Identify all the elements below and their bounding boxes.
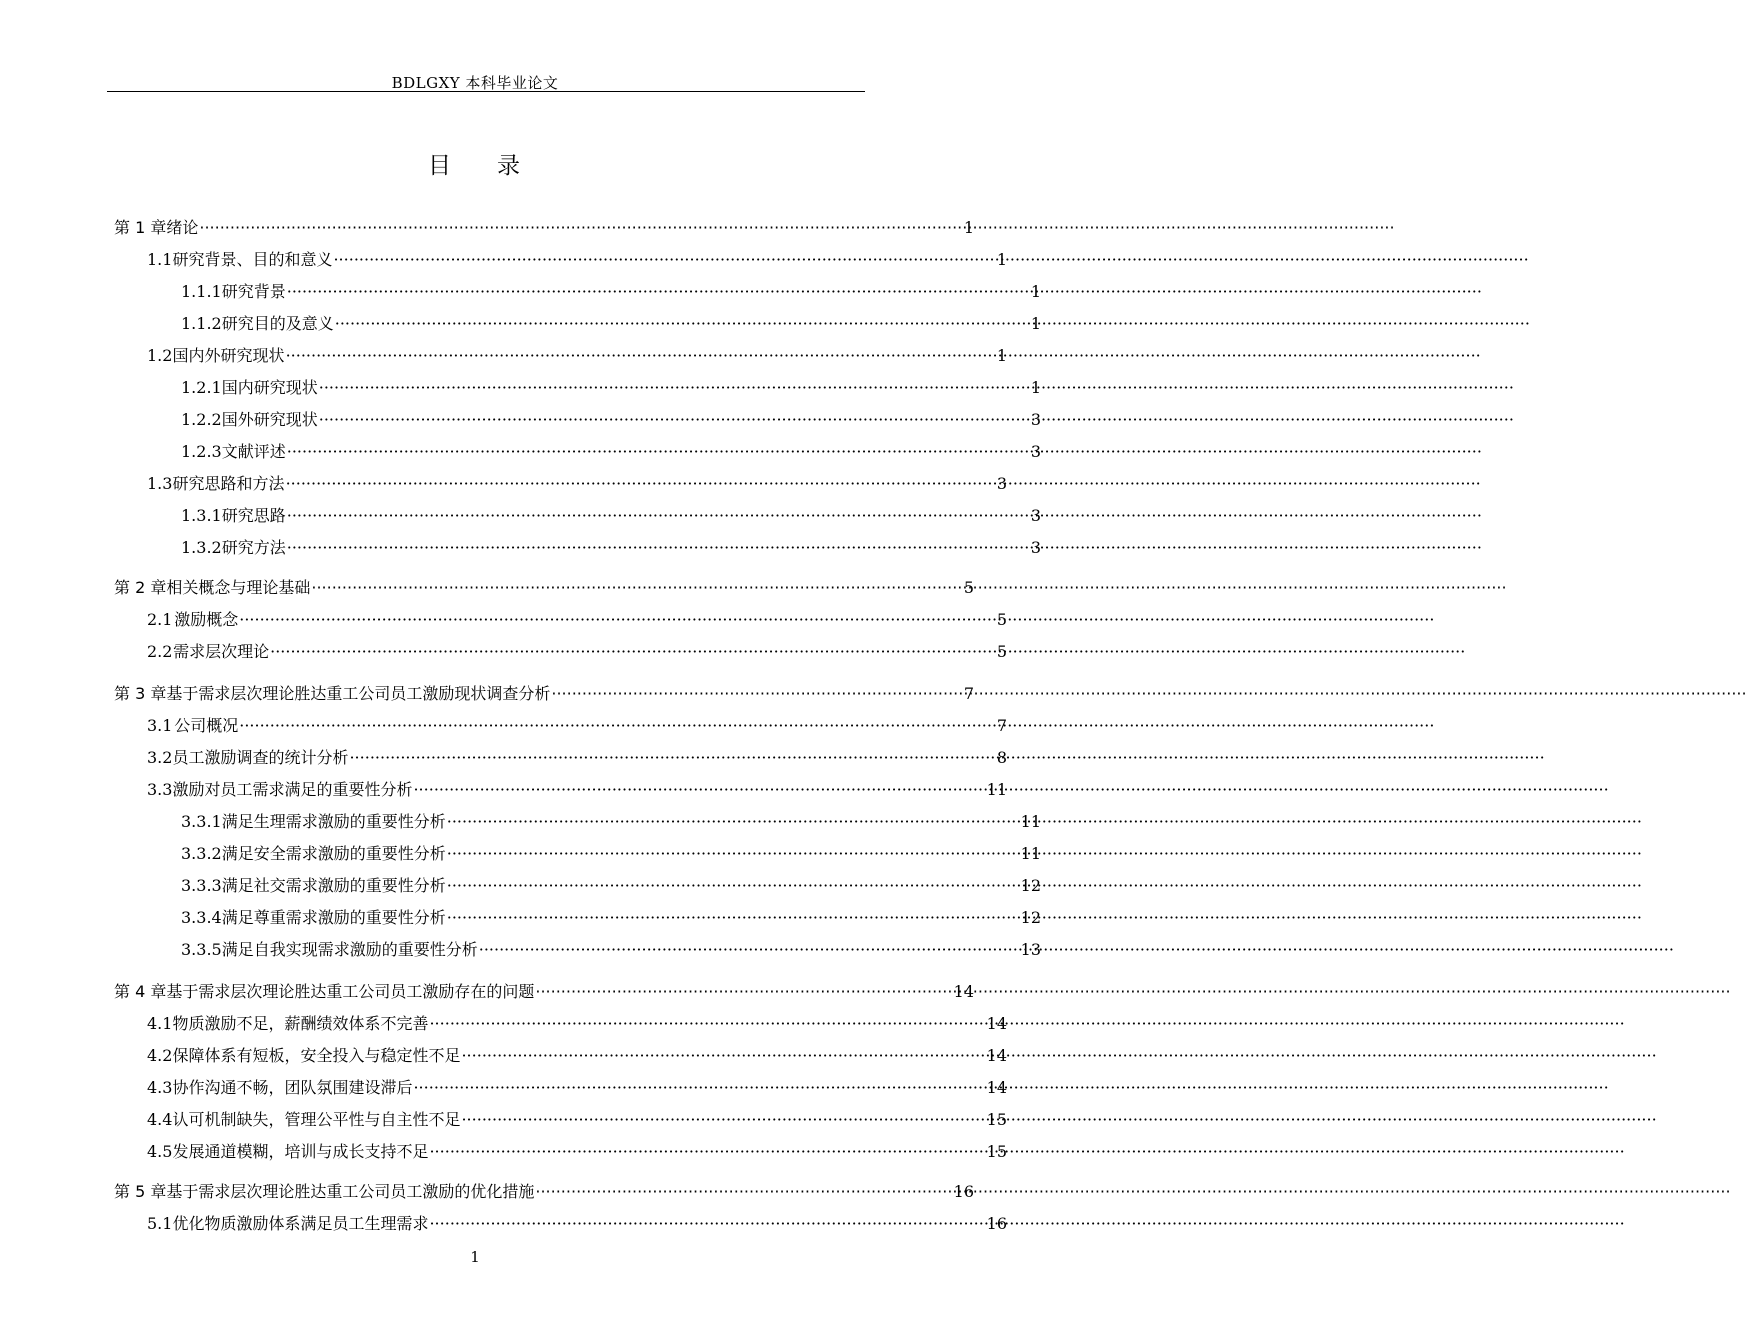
toc-leader-dots	[535, 980, 952, 1004]
toc-leader-dots	[429, 1140, 985, 1164]
toc-leader-dots	[311, 576, 962, 600]
toc-leader-dots	[199, 216, 962, 240]
toc-entry-number: 3.3.1	[181, 812, 222, 831]
toc-leader-dots	[535, 1180, 952, 1204]
toc-entry-number: 3.3.2	[181, 844, 222, 863]
toc-entry-page: 5	[996, 642, 1007, 661]
toc-entry-title: 研究目的及意义	[221, 314, 334, 333]
toc-entry[interactable]	[0, 248, 1007, 272]
toc-leader-dots	[286, 344, 996, 368]
toc-entry-title: 国内外研究现状	[172, 346, 285, 365]
toc-entry-number: 第 2 章	[114, 578, 167, 597]
toc-entry-title: 认可机制缺失，管理公平性与自主性不足	[172, 1110, 461, 1129]
toc-entry-page: 5	[963, 578, 974, 597]
toc-leader-dots	[349, 746, 995, 770]
toc-entry[interactable]	[0, 1044, 1007, 1068]
toc-entry-page: 3	[1030, 506, 1041, 525]
toc-entry-number: 3.3.5	[181, 940, 222, 959]
page-title-char-2: 录	[497, 153, 522, 179]
header-rule	[107, 91, 865, 92]
toc-leader-dots	[287, 504, 1030, 528]
toc-entry-page: 11	[1020, 844, 1041, 863]
toc-entry-title: 国外研究现状	[221, 410, 318, 429]
toc-leader-dots	[429, 1012, 985, 1036]
toc-entry-number: 1.3.2	[181, 538, 222, 557]
toc-leader-dots	[479, 938, 1020, 962]
toc-entry-number: 5.1	[147, 1214, 173, 1233]
toc-entry[interactable]	[0, 1012, 1007, 1036]
toc-entry-title: 满足生理需求激励的重要性分析	[221, 812, 446, 831]
toc-entry-number: 第 3 章	[114, 684, 167, 703]
toc-entry-number: 1.2.1	[181, 378, 222, 397]
toc-entry-page: 16	[986, 1214, 1007, 1233]
toc-leader-dots	[287, 280, 1030, 304]
toc-entry-number: 4.4	[147, 1110, 173, 1129]
toc-entry[interactable]	[0, 1212, 1007, 1236]
toc-entry-page: 7	[963, 684, 974, 703]
toc-entry-page: 14	[953, 982, 974, 1001]
toc-entry-title: 激励对员工需求满足的重要性分析	[172, 780, 413, 799]
toc-entry-page: 1	[996, 250, 1007, 269]
toc-entry-page: 11	[986, 780, 1007, 799]
toc-leader-dots	[319, 376, 1030, 400]
toc-entry-number: 1.2	[147, 346, 173, 365]
toc-leader-dots	[239, 608, 996, 632]
toc-entry-number: 4.5	[147, 1142, 173, 1161]
toc-leader-dots	[270, 640, 996, 664]
toc-entry-page: 1	[963, 218, 974, 237]
toc-entry-title: 满足社交需求激励的重要性分析	[221, 876, 446, 895]
toc-entry[interactable]	[0, 1140, 1007, 1164]
toc-entry[interactable]	[0, 842, 1041, 866]
toc-entry-page: 3	[1030, 410, 1041, 429]
toc-entry[interactable]	[0, 472, 1007, 496]
toc-entry[interactable]	[0, 640, 1007, 664]
toc-entry[interactable]	[0, 714, 1007, 738]
toc-entry-title: 公司概况	[174, 716, 239, 735]
toc-entry-number: 2.1	[147, 610, 173, 629]
toc-entry-page: 12	[1020, 908, 1041, 927]
toc-leader-dots	[239, 714, 996, 738]
toc-entry-number: 3.1	[147, 716, 173, 735]
toc-entry-number: 第 1 章	[114, 218, 167, 237]
toc-leader-dots	[461, 1108, 985, 1132]
toc-entry-number: 1.3	[147, 474, 173, 493]
toc-entry[interactable]	[0, 280, 1041, 304]
toc-entry-page: 1	[1030, 378, 1041, 397]
toc-entry-title: 员工激励调查的统计分析	[172, 748, 349, 767]
toc-entry-page: 14	[986, 1014, 1007, 1033]
toc-entry-number: 3.3	[147, 780, 173, 799]
toc-entry[interactable]	[0, 778, 1007, 802]
toc-leader-dots	[319, 408, 1030, 432]
toc-entry-title: 满足尊重需求激励的重要性分析	[221, 908, 446, 927]
toc-entry[interactable]	[0, 980, 974, 1004]
toc-entry-title: 国内研究现状	[221, 378, 318, 397]
toc-leader-dots	[413, 1076, 985, 1100]
toc-entry[interactable]	[0, 216, 974, 240]
toc-entry[interactable]	[0, 682, 974, 706]
toc-entry[interactable]	[0, 810, 1041, 834]
toc-entry-number: 1.3.1	[181, 506, 222, 525]
toc-entry-title: 发展通道模糊，培训与成长支持不足	[172, 1142, 429, 1161]
toc-entry-page: 1	[1030, 282, 1041, 301]
toc-entry[interactable]	[0, 312, 1041, 336]
toc-entry-title: 优化物质激励体系满足员工生理需求	[172, 1214, 429, 1233]
toc-entry[interactable]	[0, 608, 1007, 632]
toc-leader-dots	[287, 440, 1030, 464]
toc-entry-page: 3	[996, 474, 1007, 493]
toc-entry-number: 3.3.3	[181, 876, 222, 895]
toc-entry-page: 15	[986, 1142, 1007, 1161]
toc-entry-title: 绪论	[166, 218, 199, 237]
toc-entry-page: 3	[1030, 538, 1041, 557]
toc-entry[interactable]	[0, 504, 1041, 528]
toc-entry[interactable]	[0, 376, 1041, 400]
toc-leader-dots	[287, 536, 1030, 560]
toc-entry-title: 研究背景	[221, 282, 286, 301]
page-title-char-1: 目	[428, 153, 453, 179]
toc-entry[interactable]	[0, 1180, 974, 1204]
toc-leader-dots	[335, 312, 1030, 336]
toc-leader-dots	[447, 906, 1020, 930]
toc-entry-page: 11	[1020, 812, 1041, 831]
toc-entry-title: 需求层次理论	[173, 642, 270, 661]
toc-entry[interactable]	[0, 1108, 1007, 1132]
toc-entry-title: 基于需求层次理论胜达重工公司员工激励的优化措施	[166, 1182, 535, 1201]
toc-entry-page: 3	[1030, 442, 1041, 461]
toc-entry-page: 16	[953, 1182, 974, 1201]
running-header: BDLGXY 本科毕业论文	[391, 74, 559, 92]
toc-entry-page: 14	[986, 1078, 1007, 1097]
toc-entry-number: 第 4 章	[114, 982, 167, 1001]
toc-leader-dots	[286, 472, 996, 496]
toc-entry-title: 基于需求层次理论胜达重工公司员工激励存在的问题	[166, 982, 535, 1001]
toc-entry-title: 研究思路和方法	[172, 474, 285, 493]
toc-entry-page: 12	[1020, 876, 1041, 895]
toc-entry-page: 15	[986, 1110, 1007, 1129]
toc-leader-dots	[447, 874, 1020, 898]
toc-entry-title: 保障体系有短板，安全投入与稳定性不足	[172, 1046, 461, 1065]
toc-entry-page: 7	[996, 716, 1007, 735]
toc-entry-page: 1	[996, 346, 1007, 365]
toc-entry-page: 5	[996, 610, 1007, 629]
toc-entry-title: 物质激励不足，薪酬绩效体系不完善	[172, 1014, 429, 1033]
toc-entry-page: 13	[1020, 940, 1041, 959]
page-number: 1	[470, 1248, 480, 1266]
toc-entry-title: 满足安全需求激励的重要性分析	[221, 844, 446, 863]
toc-entry-title: 研究背景、目的和意义	[172, 250, 333, 269]
toc-entry-number: 4.2	[147, 1046, 173, 1065]
toc-entry-title: 相关概念与理论基础	[166, 578, 311, 597]
toc-entry-number: 1.1	[147, 250, 173, 269]
toc-entry-title: 研究思路	[221, 506, 286, 525]
toc-entry-number: 3.2	[147, 748, 173, 767]
toc-entry-number: 2.2	[147, 642, 173, 661]
toc-leader-dots	[413, 778, 985, 802]
toc-entry[interactable]	[0, 576, 974, 600]
toc-leader-dots	[447, 842, 1020, 866]
toc-entry[interactable]	[0, 874, 1041, 898]
toc-entry[interactable]	[0, 746, 1007, 770]
toc-leader-dots	[551, 682, 962, 706]
toc-entry[interactable]	[0, 1076, 1007, 1100]
toc-entry-title: 研究方法	[221, 538, 286, 557]
toc-entry-number: 4.1	[147, 1014, 173, 1033]
toc-entry[interactable]	[0, 344, 1007, 368]
toc-leader-dots	[461, 1044, 985, 1068]
toc-entry-page: 14	[986, 1046, 1007, 1065]
toc-entry[interactable]	[0, 536, 1041, 560]
toc-entry-number: 1.1.1	[181, 282, 222, 301]
toc-entry[interactable]	[0, 440, 1041, 464]
toc-entry-number: 3.3.4	[181, 908, 222, 927]
toc-entry-title: 满足自我实现需求激励的重要性分析	[221, 940, 478, 959]
toc-entry-number: 1.2.3	[181, 442, 222, 461]
toc-entry-number: 第 5 章	[114, 1182, 167, 1201]
toc-entry[interactable]	[0, 906, 1041, 930]
toc-leader-dots	[447, 810, 1020, 834]
toc-entry[interactable]	[0, 408, 1041, 432]
toc-entry-title: 基于需求层次理论胜达重工公司员工激励现状调查分析	[166, 684, 551, 703]
toc-entry-number: 4.3	[147, 1078, 173, 1097]
toc-entry-title: 激励概念	[174, 610, 239, 629]
toc-entry[interactable]	[0, 938, 1041, 962]
toc-leader-dots	[333, 248, 995, 272]
toc-entry-title: 文献评述	[221, 442, 286, 461]
page-title	[0, 147, 950, 180]
toc-entry-title: 协作沟通不畅，团队氛围建设滞后	[172, 1078, 413, 1097]
toc-entry-number: 1.2.2	[181, 410, 222, 429]
toc-entry-number: 1.1.2	[181, 314, 222, 333]
toc-leader-dots	[429, 1212, 985, 1236]
toc-entry-page: 1	[1030, 314, 1041, 333]
toc-entry-page: 8	[996, 748, 1007, 767]
